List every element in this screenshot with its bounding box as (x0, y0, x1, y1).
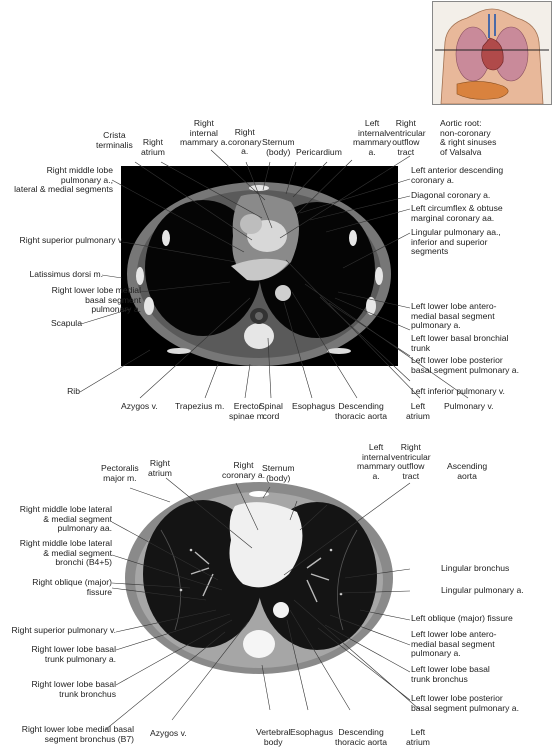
label-diagonal: Diagonal coronary a. (411, 190, 491, 200)
label-azygos-2: Azygos v. (150, 728, 187, 738)
label-rll-basal-trunk-bronchus: Right lower lobe basal trunk bronchus (31, 679, 116, 699)
label-vertebral-body: Vertebral body (256, 727, 291, 747)
label-rml-lat-med-pulm: Right middle lobe lateral & medial segment pulmonary aa. (19, 504, 112, 534)
label-rll-medial-basal-bronchus: Right lower lobe medial basal segment bronchus (B7) (21, 724, 134, 744)
label-right-atrium-2: Right atrium (148, 458, 172, 478)
label-aortic-root: Aortic root: non-coronary & right sinuses of Valsalva (440, 118, 497, 157)
label-erector-spinae: Erector spinae m. (229, 401, 267, 421)
label-esophagus: Esophagus (292, 401, 336, 411)
label-lingular-pulmonary-a: Lingular pulmonary a. (441, 585, 524, 595)
label-lll-posterior-basal: Left lower lobe posterior basal segment pulmonary a. (411, 355, 519, 375)
label-circumflex: Left circumflex & obtuse marginal coronary aa. (411, 203, 503, 223)
label-sternum-2: Sternum (body) (262, 463, 295, 483)
label-descending-aorta-2: Descending thoracic aorta (335, 727, 388, 747)
label-left-internal-mammary: Left internal mammary a. (353, 118, 392, 157)
label-right-atrium: Right atrium (141, 137, 165, 157)
label-right-superior-pv-2: Right superior pulmonary v. (11, 625, 116, 635)
label-spinal-cord: Spinal cord (259, 401, 283, 421)
label-right-coronary: Right coronary a. (228, 127, 262, 157)
label-right-oblique-fissure: Right oblique (major) fissure (32, 577, 112, 597)
label-right-internal-mammary: Right internal mammary a. (180, 118, 228, 148)
label-lingular-bronchus: Lingular bronchus (441, 563, 510, 573)
label-right-superior-pv: Right superior pulmonary v. (19, 235, 124, 245)
label-pericardium: Pericardium (296, 147, 342, 157)
label-left-atrium-2: Left atrium (406, 727, 430, 747)
label-scapula: Scapula (50, 318, 82, 328)
label-rvot: Right ventricular outflow tract (386, 118, 426, 157)
label-lll-anteromedial: Left lower lobe antero- medial basal segment pulmonary a. (411, 301, 497, 331)
label-lad: Left anterior descending coronary a. (411, 165, 504, 185)
label-left-atrium: Left atrium (406, 401, 430, 421)
label-lingular-pulmonary: Lingular pulmonary aa., inferior and superior segments (411, 227, 501, 257)
label-rll-medial-basal: Right lower lobe medial basal segment pulmonary a. (51, 285, 141, 315)
label-rll-basal-trunk-pulm: Right lower lobe basal trunk pulmonary a. (31, 644, 116, 664)
label-right-coronary-2: Right coronary a. (222, 460, 265, 480)
label-ascending-aorta: Ascending aorta (447, 461, 488, 481)
label-left-oblique-fissure: Left oblique (major) fissure (411, 613, 513, 623)
label-lll-posterior-basal-2: Left lower lobe posterior basal segment pulmonary a. (411, 693, 519, 713)
label-lll-basal-bronchial: Left lower basal bronchial trunk (411, 333, 509, 353)
label-rib: Rib (67, 386, 80, 396)
label-crista-terminalis: Crista terminalis (96, 130, 133, 150)
label-descending-aorta: Descending thoracic aorta (335, 401, 388, 421)
label-trapezius: Trapezius m. (175, 401, 225, 411)
label-rvot-2: Right ventricular outflow tract (391, 442, 431, 481)
label-lll-basal-trunk-bronchus: Left lower lobe basal trunk bronchus (411, 664, 490, 684)
label-pectoralis: Pectoralis major m. (101, 463, 139, 483)
label-left-internal-mammary-2: Left internal mammary a. (357, 442, 396, 481)
label-latissimus: Latissimus dorsi m. (29, 269, 103, 279)
label-left-inferior-pv: Left inferior pulmonary v. (411, 386, 505, 396)
label-sternum: Sternum (body) (262, 137, 295, 157)
label-azygos: Azygos v. (121, 401, 158, 411)
label-rml-pulmonary-a: Right middle lobe pulmonary a., lateral & medial segments (14, 165, 113, 195)
label-pulmonary-v: Pulmonary v. (444, 401, 494, 411)
label-rml-lat-med-bronchi: Right middle lobe lateral & medial segment bronchi (B4+5) (19, 538, 112, 568)
label-esophagus-2: Esophagus (290, 727, 334, 737)
label-lll-anteromedial-2: Left lower lobe antero- medial basal segment pulmonary a. (411, 629, 497, 659)
